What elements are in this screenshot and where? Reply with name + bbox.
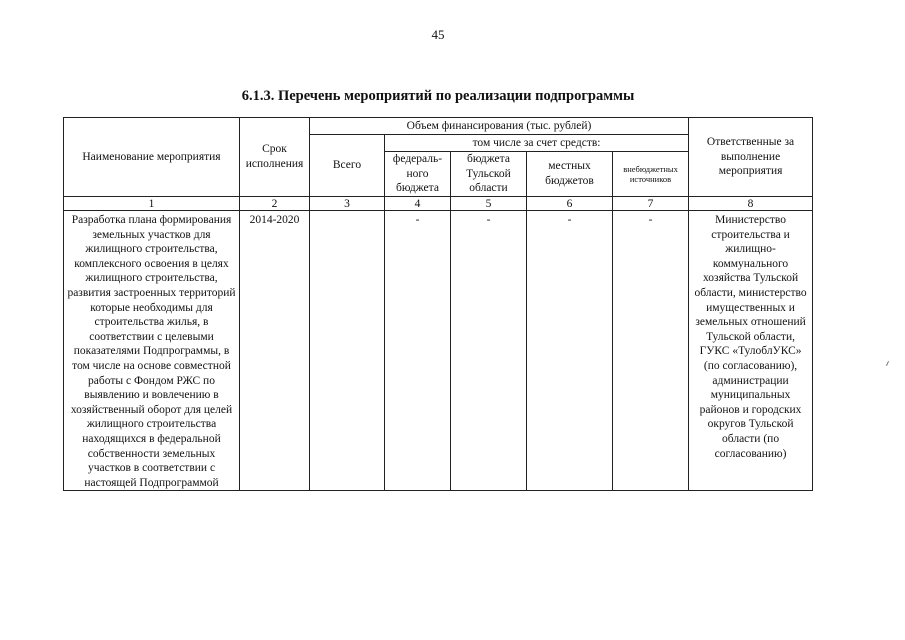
section-title: 6.1.3. Перечень мероприятий по реализации подпрограммы [241,88,635,104]
row-responsible: Министерство строительства и жилищно-коммунального хозяйства Тульской области, министерство имущественных и земельных отношений Тульской области, ГУКС «ТулоблУКС» (по согласованию), администрации муниципальных районов и городских округов Тульской области (по согласованию) [689,211,813,491]
column-number: 5 [451,197,527,211]
column-number: 7 [613,197,689,211]
column-number: 2 [240,197,310,211]
row-total [310,211,385,491]
row-name: Разработка плана формирования земельных участков для жилищного строительства, комплексного освоения в целях жилищного строительства, развития застроенных территорий которые необходимы для строительства жилья, в соответствии с целевыми показателями Подпрограммы, в том числе на основе совместной работы с Фондом РЖС по выявлению и вовлечению в хозяйственный оборот для целей жилищного строительства находящихся в федеральной собственности земельных участков в соответствии с настоящей Подпрограммой [64,211,240,491]
row-regional: - [451,211,527,491]
column-number: 3 [310,197,385,211]
row-local: - [527,211,613,491]
header-including: том числе за счет средств: [385,135,689,152]
page-number: 45 [431,27,445,42]
column-number: 8 [689,197,813,211]
header-regional: бюджета Тульской области [451,152,527,197]
column-number-row [64,197,813,211]
header-row-top [64,118,813,135]
column-number: 4 [385,197,451,211]
header-responsible: Ответственные за выполнение мероприятия [689,118,813,197]
table-row [64,211,813,491]
column-number: 6 [527,197,613,211]
header-term: Срок исполнения [240,118,310,197]
header-name: Наименование мероприятия [64,118,240,197]
header-local: местных бюджетов [527,152,613,197]
row-extra: - [613,211,689,491]
row-federal: - [385,211,451,491]
activities-table [63,117,813,491]
header-extra: внебюджетных источников [613,152,689,197]
header-total: Всего [310,135,385,197]
scan-mark [886,361,889,366]
header-funding: Объем финансирования (тыс. рублей) [310,118,689,135]
column-number: 1 [64,197,240,211]
header-federal: федераль-ного бюджета [385,152,451,197]
row-term: 2014-2020 [240,211,310,491]
